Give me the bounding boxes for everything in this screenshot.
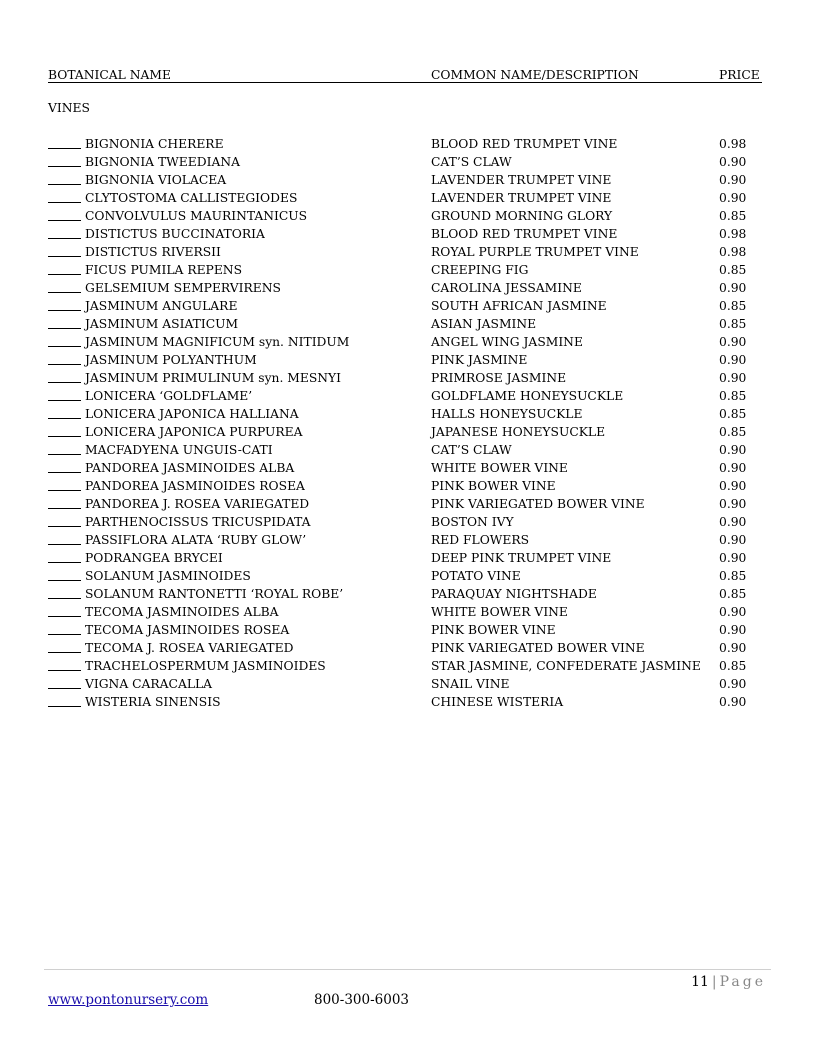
common-name: ROYAL PURPLE TRUMPET VINE [431,245,639,259]
order-quantity-blank [48,634,81,635]
price: 0.85 [719,569,747,583]
common-name: BLOOD RED TRUMPET VINE [431,137,618,151]
table-row [48,369,788,387]
order-quantity-blank [48,562,81,563]
common-name: PRIMROSE JASMINE [431,371,567,385]
price: 0.90 [719,371,747,385]
price: 0.98 [719,137,747,151]
price: 0.85 [719,317,747,331]
table-row [48,279,788,297]
botanical-name: TECOMA JASMINOIDES ROSEA [85,623,290,637]
common-name: STAR JASMINE, CONFEDERATE JASMINE [431,659,701,673]
botanical-name: PANDOREA JASMINOIDES ALBA [85,461,295,475]
order-quantity-blank [48,364,81,365]
botanical-name: SOLANUM RANTONETTI ‘ROYAL ROBE’ [85,587,344,601]
common-name: PINK VARIEGATED BOWER VINE [431,641,645,655]
common-name: WHITE BOWER VINE [431,605,568,619]
botanical-name: PASSIFLORA ALATA ‘RUBY GLOW’ [85,533,307,547]
order-quantity-blank [48,472,81,473]
botanical-name: TECOMA JASMINOIDES ALBA [85,605,279,619]
footer-divider [44,969,771,970]
table-row [48,153,788,171]
common-name: PINK JASMINE [431,353,528,367]
table-row [48,531,788,549]
price: 0.85 [719,407,747,421]
order-quantity-blank [48,328,81,329]
common-name: RED FLOWERS [431,533,530,547]
order-quantity-blank [48,400,81,401]
price: 0.85 [719,425,747,439]
price: 0.85 [719,209,747,223]
common-name: HALLS HONEYSUCKLE [431,407,583,421]
price: 0.90 [719,605,747,619]
table-row [48,657,788,675]
botanical-name: JASMINUM PRIMULINUM syn. MESNYI [85,371,342,385]
price: 0.90 [719,191,747,205]
common-name: PARAQUAY NIGHTSHADE [431,587,597,601]
table-row [48,441,788,459]
order-quantity-blank [48,652,81,653]
common-name: POTATO VINE [431,569,521,583]
header-botanical-name: BOTANICAL NAME [48,68,171,82]
common-name: DEEP PINK TRUMPET VINE [431,551,612,565]
order-quantity-blank [48,616,81,617]
table-row [48,333,788,351]
table-row [48,225,788,243]
table-row [48,495,788,513]
botanical-name: TECOMA J. ROSEA VARIEGATED [85,641,294,655]
table-row [48,189,788,207]
botanical-name: LONICERA JAPONICA HALLIANA [85,407,299,421]
botanical-name: PANDOREA J. ROSEA VARIEGATED [85,497,310,511]
price: 0.90 [719,533,747,547]
common-name: CAT’S CLAW [431,155,512,169]
price: 0.90 [719,695,747,709]
botanical-name: PANDOREA JASMINOIDES ROSEA [85,479,305,493]
table-row [48,549,788,567]
table-row [48,423,788,441]
botanical-name: DISTICTUS BUCCINATORIA [85,227,265,241]
common-name: JAPANESE HONEYSUCKLE [431,425,606,439]
price: 0.85 [719,659,747,673]
section-title: VINES [48,101,90,115]
table-row [48,315,788,333]
header-common-name: COMMON NAME/DESCRIPTION [431,68,639,82]
order-quantity-blank [48,490,81,491]
common-name: CAT’S CLAW [431,443,512,457]
price: 0.90 [719,461,747,475]
botanical-name: GELSEMIUM SEMPERVIRENS [85,281,281,295]
price: 0.90 [719,479,747,493]
common-name: PINK VARIEGATED BOWER VINE [431,497,645,511]
order-quantity-blank [48,508,81,509]
table-row [48,243,788,261]
common-name: CAROLINA JESSAMINE [431,281,582,295]
price: 0.98 [719,245,747,259]
table-row [48,387,788,405]
botanical-name: VIGNA CARACALLA [85,677,213,691]
table-row [48,477,788,495]
price: 0.90 [719,353,747,367]
table-row [48,207,788,225]
table-row [48,675,788,693]
common-name: BLOOD RED TRUMPET VINE [431,227,618,241]
price: 0.90 [719,281,747,295]
common-name: CHINESE WISTERIA [431,695,564,709]
botanical-name: LONICERA ‘GOLDFLAME’ [85,389,253,403]
order-quantity-blank [48,166,81,167]
common-name: ASIAN JASMINE [431,317,537,331]
table-row [48,459,788,477]
website-link[interactable]: www.pontonursery.com [48,992,209,1008]
table-row [48,621,788,639]
table-row [48,585,788,603]
price: 0.85 [719,389,747,403]
table-row [48,261,788,279]
price: 0.90 [719,497,747,511]
price: 0.90 [719,641,747,655]
order-quantity-blank [48,688,81,689]
botanical-name: JASMINUM MAGNIFICUM syn. NITIDUM [85,335,350,349]
common-name: LAVENDER TRUMPET VINE [431,173,612,187]
table-row [48,567,788,585]
botanical-name: BIGNONIA TWEEDIANA [85,155,240,169]
price: 0.90 [719,335,747,349]
page-number [691,973,766,991]
order-quantity-blank [48,256,81,257]
botanical-name: JASMINUM ASIATICUM [85,317,239,331]
common-name: GOLDFLAME HONEYSUCKLE [431,389,624,403]
order-quantity-blank [48,670,81,671]
page-label: Page [719,974,766,990]
common-name: WHITE BOWER VINE [431,461,568,475]
common-name: PINK BOWER VINE [431,479,556,493]
order-quantity-blank [48,148,81,149]
order-quantity-blank [48,202,81,203]
common-name: GROUND MORNING GLORY [431,209,613,223]
price: 0.90 [719,155,747,169]
table-header [48,67,762,83]
botanical-name: PODRANGEA BRYCEI [85,551,223,565]
price: 0.85 [719,299,747,313]
table-row [48,603,788,621]
order-quantity-blank [48,580,81,581]
botanical-name: BIGNONIA VIOLACEA [85,173,227,187]
phone-number: 800-300-6003 [314,992,410,1008]
order-quantity-blank [48,454,81,455]
price: 0.90 [719,551,747,565]
common-name: BOSTON IVY [431,515,514,529]
table-row [48,171,788,189]
price: 0.98 [719,227,747,241]
botanical-name: PARTHENOCISSUS TRICUSPIDATA [85,515,311,529]
table-row [48,639,788,657]
price: 0.85 [719,263,747,277]
botanical-name: LONICERA JAPONICA PURPUREA [85,425,303,439]
botanical-name: CONVOLVULUS MAURINTANICUS [85,209,308,223]
order-quantity-blank [48,184,81,185]
price: 0.90 [719,173,747,187]
order-quantity-blank [48,274,81,275]
botanical-name: JASMINUM POLYANTHUM [85,353,257,367]
order-quantity-blank [48,346,81,347]
order-quantity-blank [48,238,81,239]
order-quantity-blank [48,544,81,545]
plant-list [48,135,788,711]
table-row [48,405,788,423]
common-name: LAVENDER TRUMPET VINE [431,191,612,205]
common-name: ANGEL WING JASMINE [431,335,583,349]
botanical-name: SOLANUM JASMINOIDES [85,569,251,583]
table-row [48,693,788,711]
order-quantity-blank [48,220,81,221]
order-quantity-blank [48,436,81,437]
price: 0.90 [719,515,747,529]
common-name: SOUTH AFRICAN JASMINE [431,299,607,313]
botanical-name: TRACHELOSPERMUM JASMINOIDES [85,659,326,673]
table-row [48,351,788,369]
order-quantity-blank [48,292,81,293]
order-quantity-blank [48,706,81,707]
order-quantity-blank [48,418,81,419]
botanical-name: BIGNONIA CHERERE [85,137,224,151]
botanical-name: CLYTOSTOMA CALLISTEGIODES [85,191,298,205]
price: 0.90 [719,623,747,637]
table-row [48,297,788,315]
order-quantity-blank [48,310,81,311]
botanical-name: WISTERIA SINENSIS [85,695,221,709]
order-quantity-blank [48,382,81,383]
common-name: PINK BOWER VINE [431,623,556,637]
order-quantity-blank [48,526,81,527]
common-name: SNAIL VINE [431,677,510,691]
table-row [48,135,788,153]
header-divider [48,82,762,83]
botanical-name: MACFADYENA UNGUIS-CATI [85,443,273,457]
header-price: PRICE [719,68,760,82]
price: 0.90 [719,677,747,691]
price: 0.90 [719,443,747,457]
page-number-value: 11 [691,974,709,990]
table-row [48,513,788,531]
botanical-name: DISTICTUS RIVERSII [85,245,221,259]
order-quantity-blank [48,598,81,599]
price: 0.85 [719,587,747,601]
botanical-name: JASMINUM ANGULARE [85,299,238,313]
page-number-separator: | [711,974,717,990]
botanical-name: FICUS PUMILA REPENS [85,263,242,277]
common-name: CREEPING FIG [431,263,529,277]
